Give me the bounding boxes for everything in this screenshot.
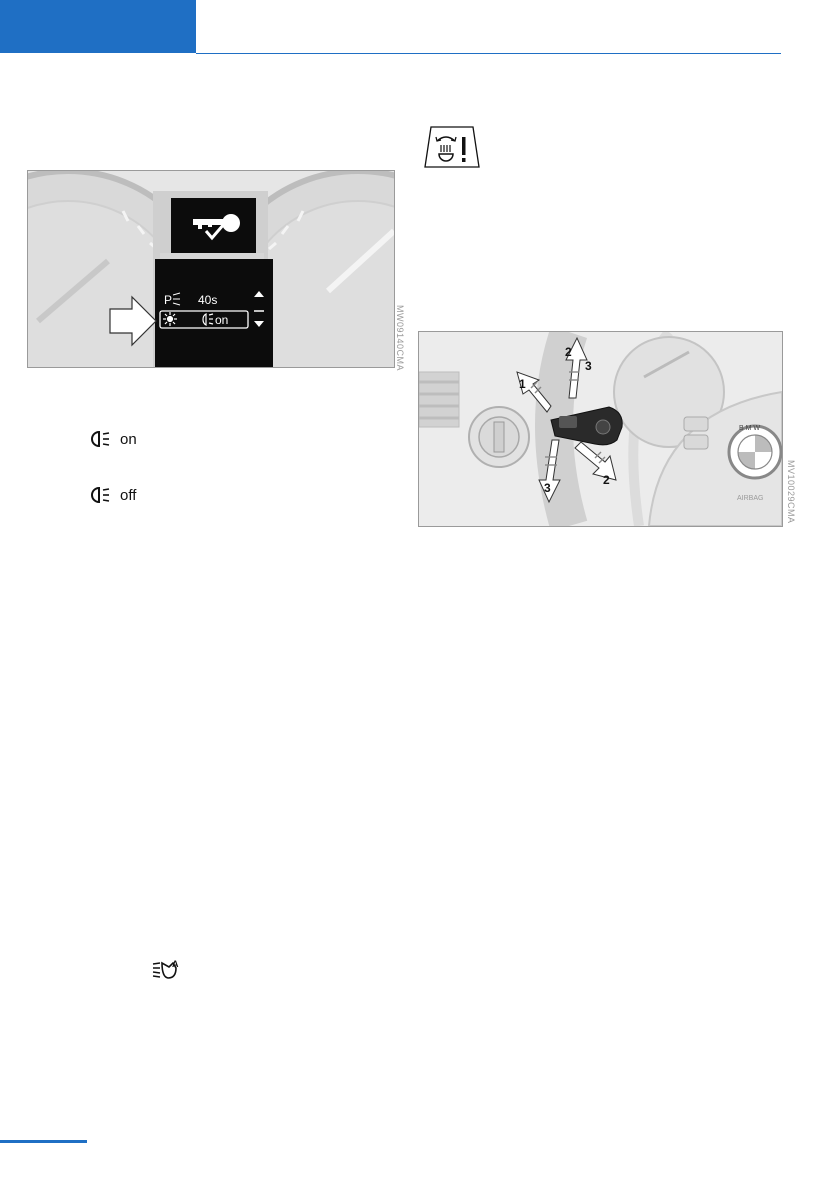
- sun-icon: [163, 312, 177, 326]
- light-switch-stalk-figure: [418, 331, 783, 527]
- arrow-label-1: 1: [519, 377, 526, 391]
- arrow-label-2-top: 2: [565, 345, 572, 359]
- headlight-icon: [90, 486, 116, 504]
- display-row2-value: on: [215, 313, 229, 327]
- key-warning-display: [171, 198, 256, 253]
- arrow-label-3-bottom: 3: [544, 481, 551, 495]
- automatic-headlight-icon: [152, 958, 182, 985]
- display-row1-prefix: P: [164, 293, 173, 307]
- option-on-line: [90, 430, 137, 448]
- header-tab: [0, 0, 196, 53]
- logo-lettering: B M W: [739, 425, 760, 432]
- airbag-label: AIRBAG: [737, 495, 764, 502]
- option-off-label: off: [120, 486, 137, 504]
- header-rule: [196, 53, 781, 54]
- footer-rule: [0, 1140, 87, 1143]
- figure1-image-code: MW09140CMA: [395, 305, 405, 372]
- arrow-label-2-bottom: 2: [603, 473, 610, 487]
- headlight-icon: [90, 430, 116, 448]
- instrument-cluster-figure: [27, 170, 395, 368]
- option-on-label: on: [120, 430, 137, 448]
- figure2-image-code: MV10029CMA: [786, 460, 796, 524]
- menu-display: [155, 259, 273, 367]
- instrument-cluster-illustration: [28, 171, 394, 367]
- headlight-range-warning-icon: [419, 125, 485, 174]
- display-row1-value: 40s: [198, 293, 218, 307]
- arrow-label-3-top: 3: [585, 359, 592, 373]
- svg-text:A: A: [172, 959, 179, 969]
- steering-column-illustration: [419, 332, 782, 526]
- option-off-line: [90, 486, 136, 504]
